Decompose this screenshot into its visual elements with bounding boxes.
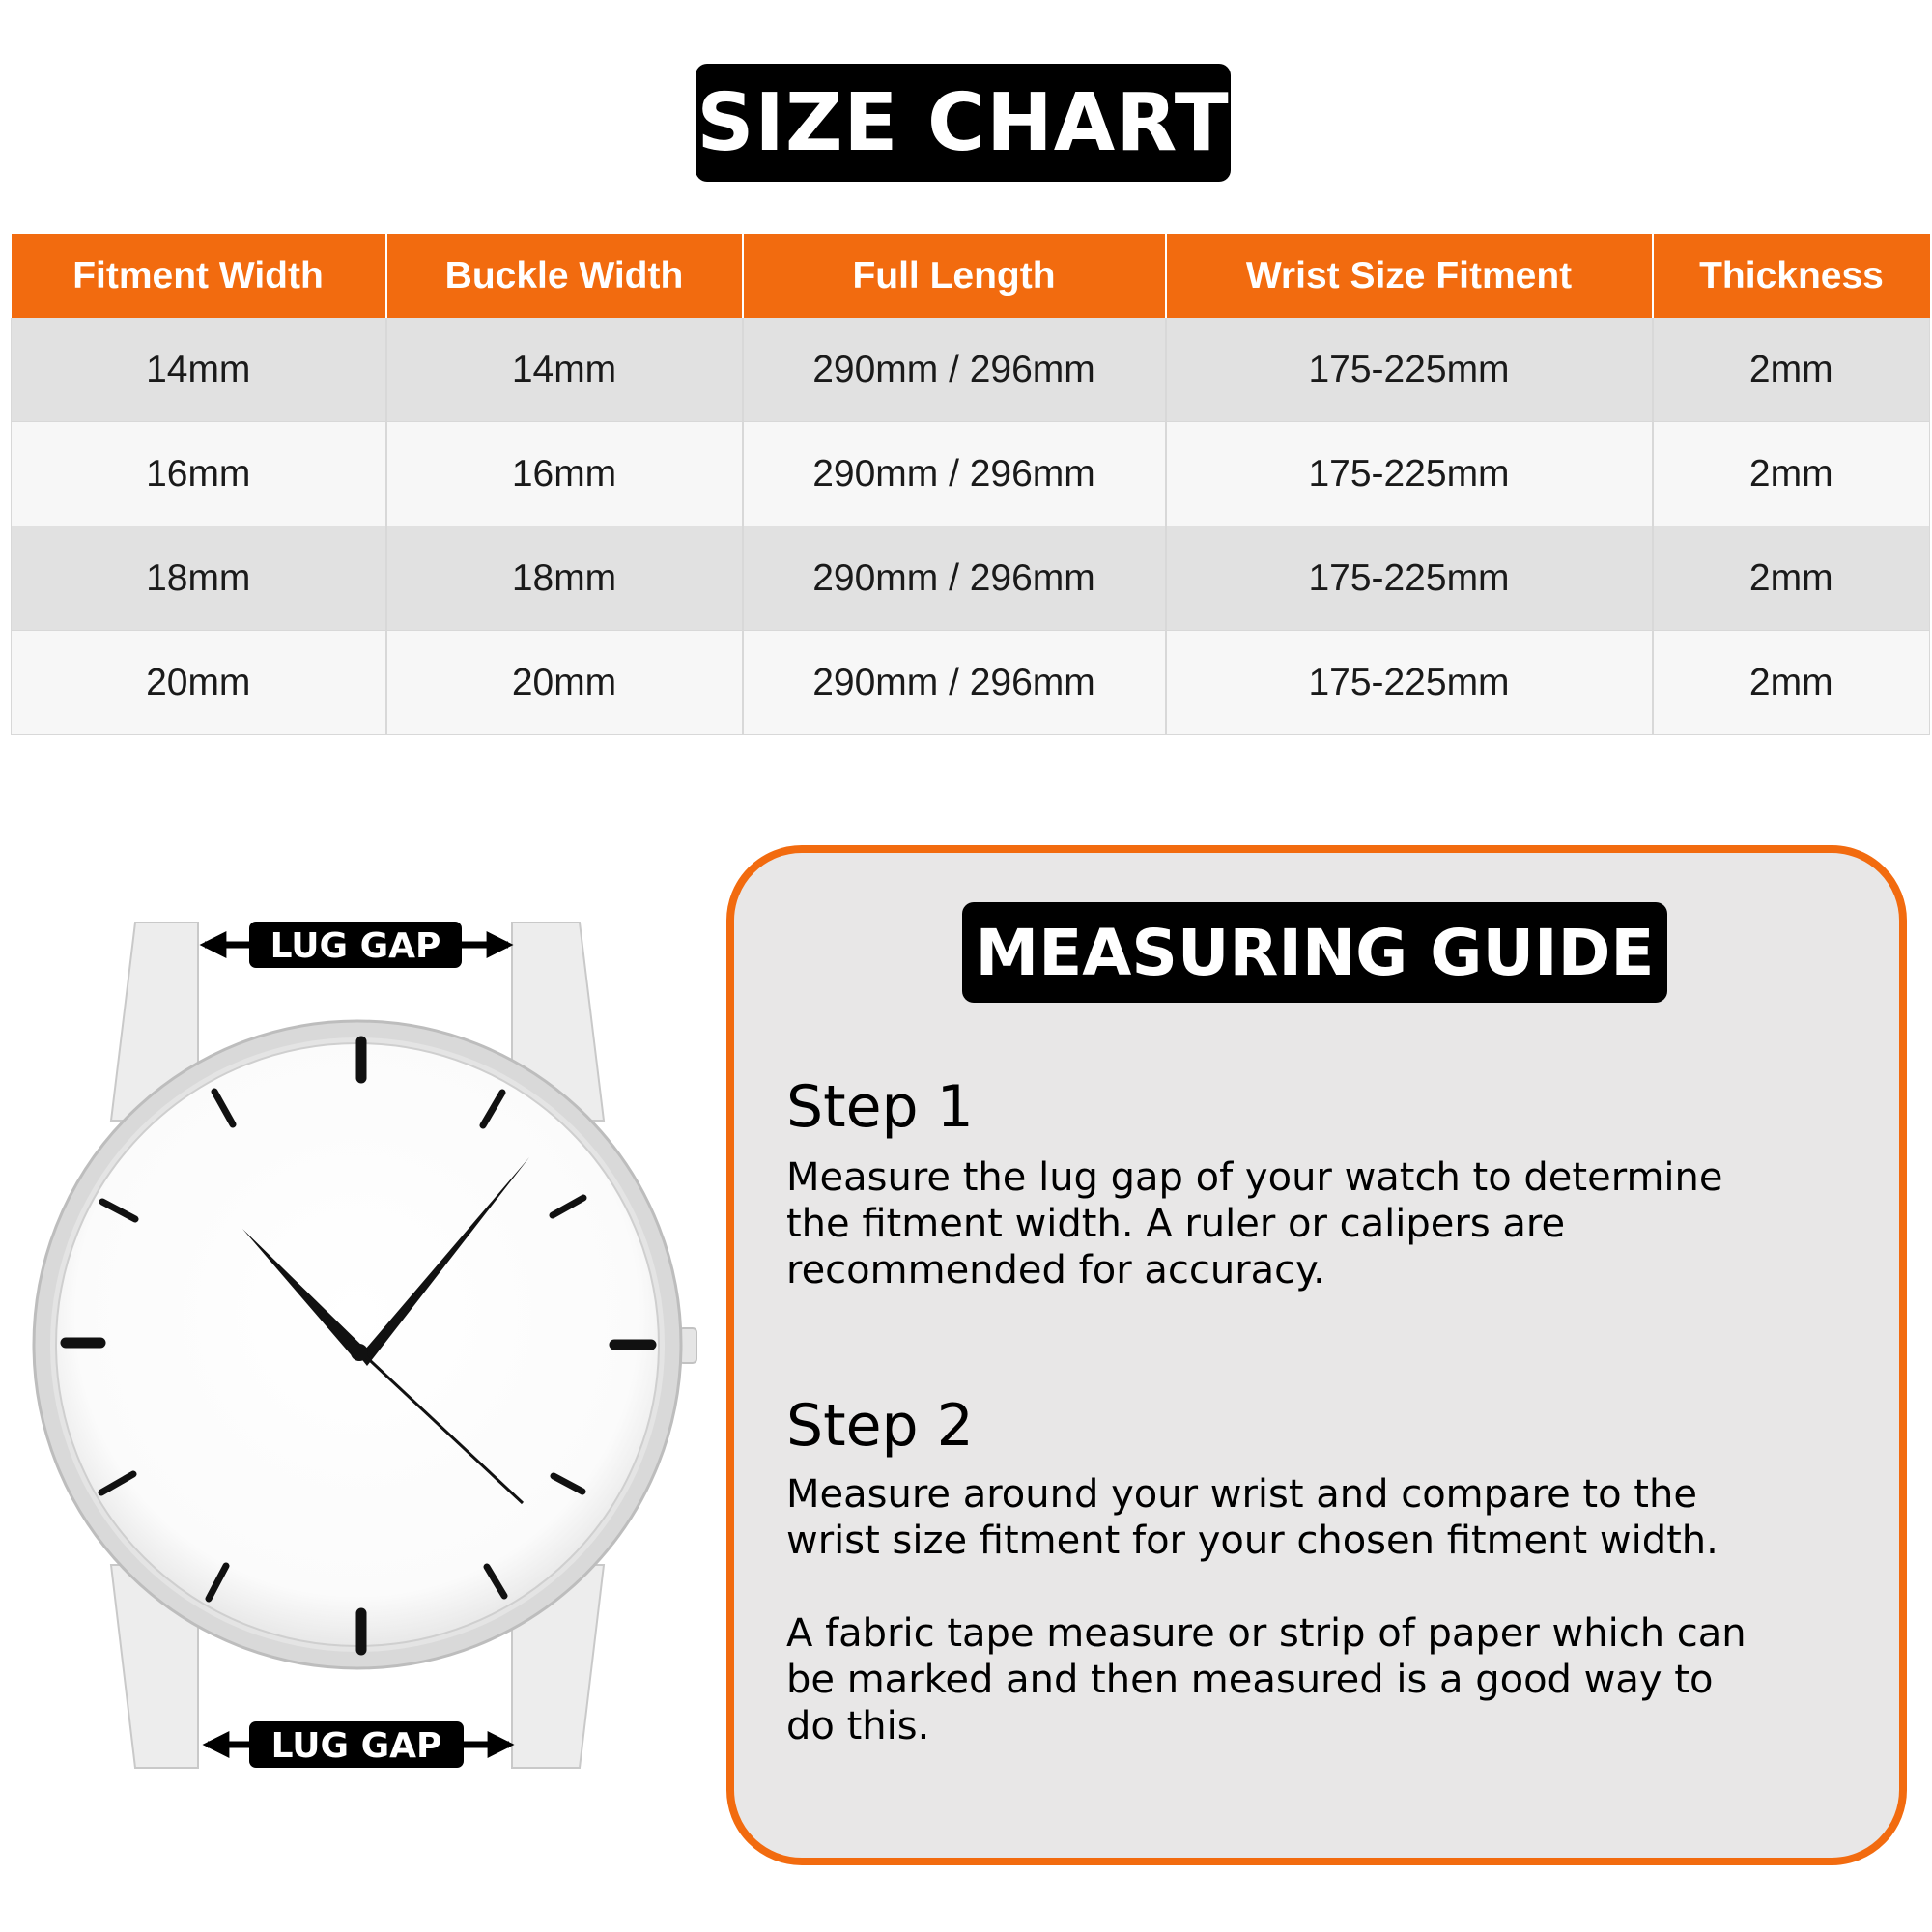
- table-cell: 20mm: [12, 631, 386, 735]
- lug-gap-top: [205, 922, 508, 968]
- table-cell: 14mm: [12, 318, 386, 422]
- size-chart-title: SIZE CHART: [696, 64, 1231, 182]
- table-cell: 290mm / 296mm: [743, 631, 1166, 735]
- column-header: Full Length: [743, 234, 1166, 318]
- table-cell: 14mm: [386, 318, 743, 422]
- column-header: Thickness: [1653, 234, 1930, 318]
- table-cell: 175-225mm: [1166, 526, 1653, 631]
- table-row: [12, 631, 1930, 735]
- hand-pivot: [351, 1344, 368, 1361]
- table-row: [12, 526, 1930, 631]
- column-header: Wrist Size Fitment: [1166, 234, 1653, 318]
- table-header-row: [12, 234, 1930, 318]
- lug-gap-bottom: [208, 1721, 509, 1768]
- watch-illustration: [0, 869, 715, 1835]
- measuring-guide-panel: [726, 845, 1907, 1865]
- table-cell: 2mm: [1653, 526, 1930, 631]
- lug-gap-label: LUG GAP: [270, 1726, 442, 1766]
- step-1-heading: Step 1: [786, 1073, 974, 1141]
- step-1-text: Measure the lug gap of your watch to determine the fitment width. A ruler or calipers are recommended for accuracy.: [786, 1155, 1723, 1293]
- table-cell: 16mm: [386, 422, 743, 526]
- table-cell: 18mm: [386, 526, 743, 631]
- step-2-note: A fabric tape measure or strip of paper which can be marked and then measured is a good way to do this.: [786, 1611, 1747, 1748]
- table-cell: 16mm: [12, 422, 386, 526]
- table-cell: 2mm: [1653, 318, 1930, 422]
- table-cell: 290mm / 296mm: [743, 422, 1166, 526]
- table-row: [12, 318, 1930, 422]
- table-cell: 175-225mm: [1166, 631, 1653, 735]
- table-cell: 2mm: [1653, 422, 1930, 526]
- step-2-heading: Step 2: [786, 1392, 974, 1460]
- table-cell: 175-225mm: [1166, 318, 1653, 422]
- column-header: Fitment Width: [12, 234, 386, 318]
- lug-gap-label: LUG GAP: [270, 926, 441, 966]
- table-cell: 18mm: [12, 526, 386, 631]
- table-row: [12, 422, 1930, 526]
- table-cell: 290mm / 296mm: [743, 526, 1166, 631]
- table-cell: 290mm / 296mm: [743, 318, 1166, 422]
- step-2-text: Measure around your wrist and compare to the wrist size fitment for your chosen fitment width.: [786, 1472, 1719, 1563]
- table-cell: 175-225mm: [1166, 422, 1653, 526]
- table-cell: 20mm: [386, 631, 743, 735]
- table-cell: 2mm: [1653, 631, 1930, 735]
- column-header: Buckle Width: [386, 234, 743, 318]
- size-chart-table: [11, 234, 1930, 735]
- measuring-guide-title: MEASURING GUIDE: [962, 902, 1667, 1003]
